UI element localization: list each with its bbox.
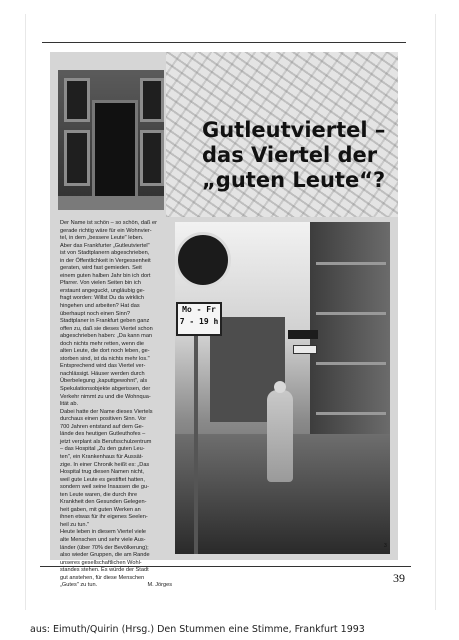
article-line: Stadtplaner in Frankfurt geben ganz (60, 318, 150, 325)
article-line (60, 582, 172, 590)
street-photo (175, 222, 390, 554)
article-line: Spekulationsobjekte abgerissen, der (60, 386, 151, 393)
article-line: Krankheit den Gesunden Gelegen- (60, 499, 147, 506)
article-line: Verkehr nimmt zu und die Wohnqua- (60, 393, 151, 400)
article-body (60, 220, 172, 590)
article-line: geraten, wird fast gemieden. Seit (60, 265, 142, 272)
article-line: gut anstehen, für diese Menschen (60, 574, 145, 581)
article-line: ten", ein Krankenhaus für Aussät- (60, 453, 144, 460)
author-signature: M. Jörges (147, 582, 172, 589)
article-line: also wieder Gruppen, die am Rande (60, 552, 150, 559)
article-line: einem guten halben Jahr bin ich dort (60, 272, 151, 279)
sign-line-1: Mo - Fr (182, 305, 216, 314)
article-line: durchaus einen positiven Sinn. Vor (60, 416, 147, 423)
article-line: heit gaben, mit guten Werken an (60, 506, 141, 513)
article-line: Pfarrer. Von vielen Seiten bin ich (60, 280, 141, 287)
article-line: sondern weil seine Insassen die gu- (60, 484, 149, 491)
headline-line-1: Gutleutviertel – (202, 118, 386, 142)
page-number: 39 (393, 571, 405, 585)
article-line: weil gute Leute es gestiftet hatten, (60, 476, 145, 483)
article-line: jetzt verplant als Berufsschulzentrum (60, 438, 152, 445)
article-line: gerade richtig wäre für ein Wohnvier- (60, 227, 152, 234)
article-line: ten Leute waren, die durch ihre (60, 491, 138, 498)
headline-line-2: das Viertel der (202, 143, 378, 167)
article-line: fragt worden: Willst Du da wirklich (60, 295, 144, 302)
article-line: hingehen und arbeiten? Hat das (60, 303, 140, 310)
headline-line-3: „guten Leute“? (202, 168, 386, 192)
article-line: abgeschrieben haben: „Da kann man (60, 333, 153, 340)
article-line: Heute leben in diesem Viertel viele (60, 529, 147, 536)
article-line: heil zu tun." (60, 521, 90, 528)
bottom-rule (40, 566, 411, 567)
article-line: – das Hospital „Zu den guten Leu- (60, 446, 145, 453)
article-line: lität ab. (60, 401, 79, 408)
article-line: unseres gesellschaftlichen Wohl- (60, 559, 142, 566)
source-caption: aus: Eimuth/Quirin (Hrsg.) Den Stummen eine Stimme, Frankfurt 1993 (30, 624, 365, 635)
article-headline (202, 118, 392, 193)
article-line: Überbelegung „kaputtgewohnt", als (60, 378, 148, 385)
article-line: nachlässigt. Häuser werden durch (60, 370, 145, 377)
article-line: in der Öffentlichkeit in Vergessenheit (60, 257, 151, 264)
sign-line-2: 7 - 19 h (179, 317, 219, 326)
article-line: doch nichts mehr retten, wenn die (60, 340, 144, 347)
article-line: Dabei hatte der Name dieses Viertels (60, 408, 153, 415)
article-line-text: „Gutes" zu tun. (60, 582, 98, 589)
no-parking-sign (175, 232, 231, 288)
article-line: offen zu, daß sie dieses Viertel schon (60, 325, 153, 332)
article-line: Entsprechend wird das Viertel ver- (60, 363, 146, 370)
article-line: Hospital trug diesen Namen nicht, (60, 469, 144, 476)
article-line: 700 Jahren entstand auf dem Ge- (60, 423, 144, 430)
article-line: ihnen etwas für ihr eigenes Seelen- (60, 514, 148, 521)
article-line: zige. In einer Chronik heißt es: „Das (60, 461, 150, 468)
article-line: überhaupt noch einen Sinn? (60, 310, 130, 317)
article-line: länder (über 70% der Bevölkerung); (60, 544, 149, 551)
article-line: alte Menschen und sehr viele Aus- (60, 536, 146, 543)
article-line: lände des heutigen Gutleuthofes – (60, 431, 146, 438)
street-sign-plate (176, 302, 222, 336)
article-line: Der Name ist schön – so schön, daß er (60, 220, 158, 226)
article-line: Aber das Frankfurter „Gutleutviertel" (60, 242, 150, 249)
photo-number: 3 (384, 543, 387, 549)
article-line: standes stehen. Es würde der Stadt (60, 567, 149, 574)
article-line: ist von Stadtplanern abgeschrieben, (60, 250, 150, 257)
top-rule (42, 42, 406, 43)
pedestrian (267, 390, 293, 482)
article-line: tel, in dem „bessere Leute" leben. (60, 235, 144, 242)
article-line: storben sind, ist da nichts mehr los." (60, 355, 150, 362)
article-line: erstaunt angeguckt, ungläubig ge- (60, 287, 145, 294)
door-photo (58, 70, 164, 210)
article-line: alten Leute, die dort noch leben, ge- (60, 348, 150, 355)
